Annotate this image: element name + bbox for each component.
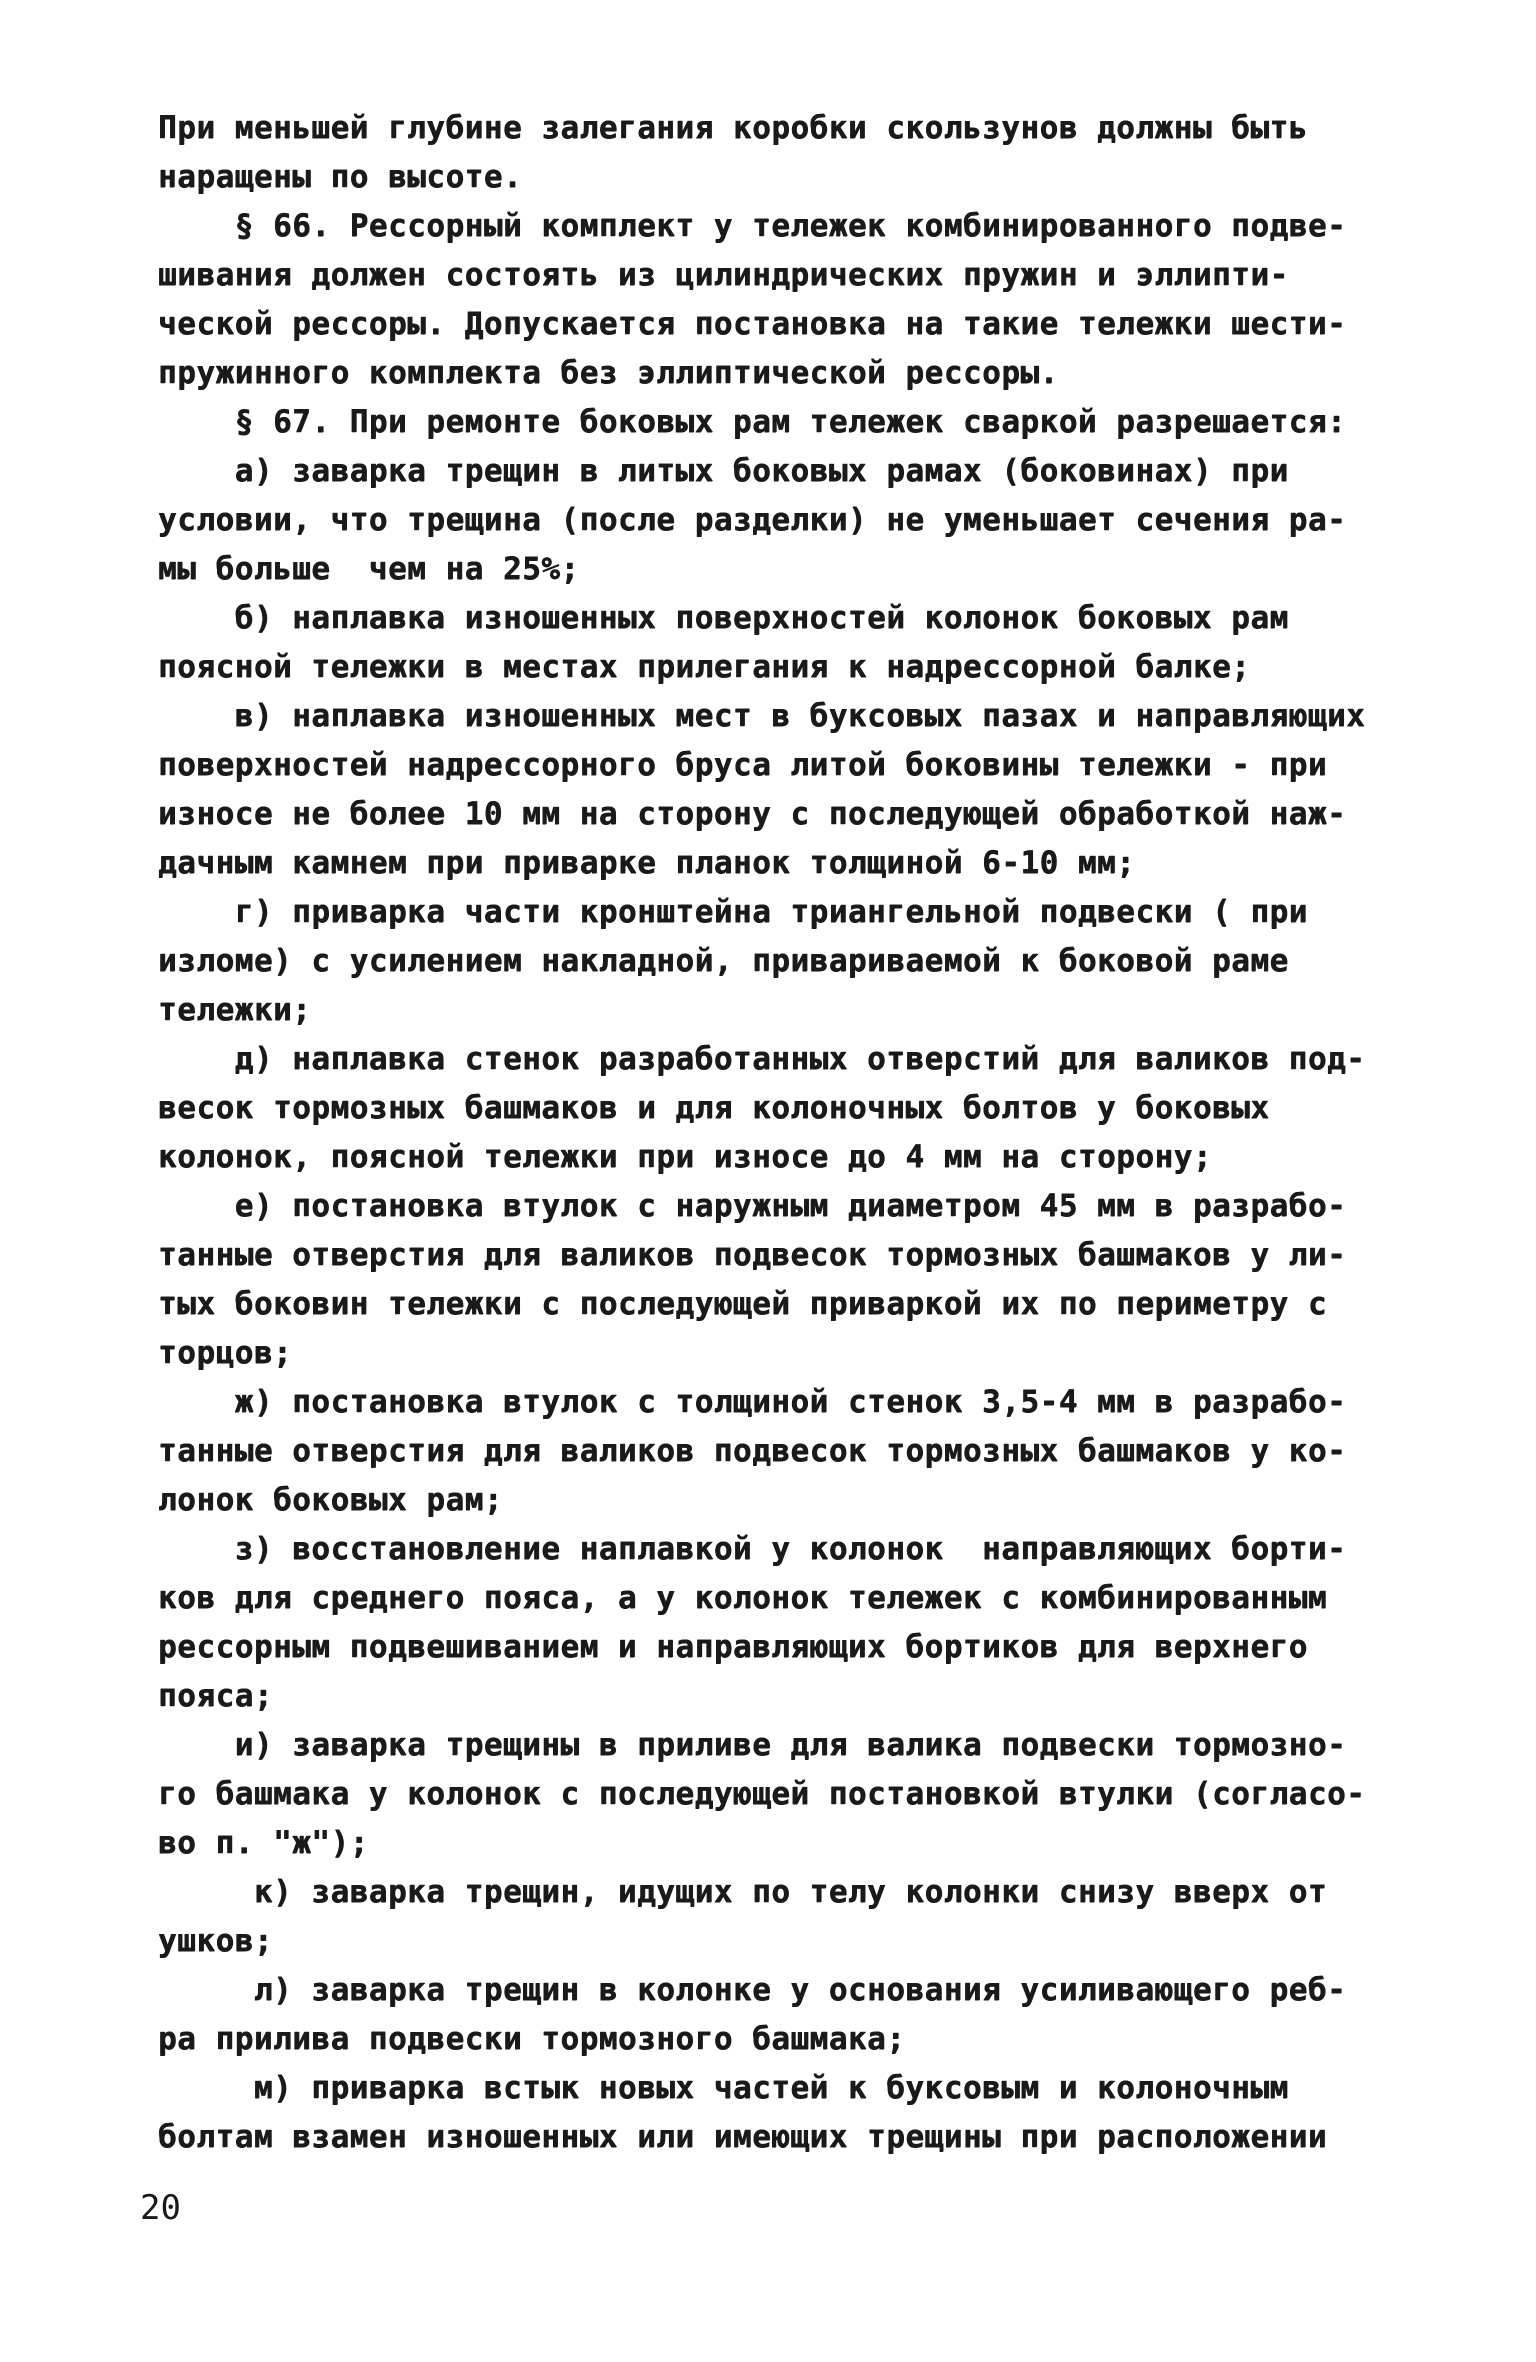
text-line: г) приварка части кронштейна триангельной подвески ( при bbox=[158, 894, 1308, 930]
text-line: д) наплавка стенок разработанных отверстий для валиков под- bbox=[158, 1041, 1366, 1077]
text-line: износе не более 10 мм на сторону с последующей обработкой наж- bbox=[158, 796, 1347, 832]
text-line: м) приварка встык новых частей к буксовым и колоночным bbox=[158, 2070, 1289, 2106]
text-line: л) заварка трещин в колонке у основания усиливающего реб- bbox=[158, 1972, 1347, 2008]
text-line: шивания должен состоять из цилиндрических пружин и эллипти- bbox=[158, 257, 1289, 293]
text-line: болтам взамен изношенных или имеющих трещины при расположении bbox=[158, 2119, 1327, 2155]
text-line: ческой рессоры. Допускается постановка на такие тележки шести- bbox=[158, 306, 1347, 342]
text-line: к) заварка трещин, идущих по телу колонки снизу вверх от bbox=[158, 1874, 1327, 1910]
text-line: рессорным подвешиванием и направляющих бортиков для верхнего bbox=[158, 1629, 1308, 1665]
text-line: ушков; bbox=[158, 1923, 273, 1959]
text-line: в) наплавка изношенных мест в буксовых пазах и направляющих bbox=[158, 698, 1366, 734]
text-line: § 67. При ремонте боковых рам тележек сваркой разрешается: bbox=[158, 404, 1347, 440]
text-line: тележки; bbox=[158, 992, 312, 1028]
text-line: го башмака у колонок с последующей постановкой втулки (согласо- bbox=[158, 1776, 1366, 1812]
text-line: наращены по высоте. bbox=[158, 159, 523, 195]
page-number: 20 bbox=[140, 2188, 181, 2228]
text-line: лонок боковых рам; bbox=[158, 1482, 503, 1518]
text-line: условии, что трещина (после разделки) не уменьшает сечения ра- bbox=[158, 502, 1347, 538]
text-line: ж) постановка втулок с толщиной стенок 3,5-4 мм в разрабо- bbox=[158, 1384, 1347, 1420]
body-text bbox=[158, 104, 1398, 2162]
text-line: изломе) с усилением накладной, привариваемой к боковой раме bbox=[158, 943, 1289, 979]
text-line: тых боковин тележки с последующей приваркой их по периметру с bbox=[158, 1286, 1327, 1322]
text-line: мы больше чем на 25%; bbox=[158, 551, 580, 587]
text-line: ра прилива подвески тормозного башмака; bbox=[158, 2021, 906, 2057]
text-line: а) заварка трещин в литых боковых рамах (боковинах) при bbox=[158, 453, 1289, 489]
text-line: При меньшей глубине залегания коробки скользунов должны быть bbox=[158, 110, 1308, 146]
text-line: весок тормозных башмаков и для колоночных болтов у боковых bbox=[158, 1090, 1270, 1126]
text-line: поверхностей надрессорного бруса литой боковины тележки - при bbox=[158, 747, 1327, 783]
text-line: пояса; bbox=[158, 1678, 273, 1714]
text-line: поясной тележки в местах прилегания к надрессорной балке; bbox=[158, 649, 1251, 685]
text-line: и) заварка трещины в приливе для валика подвески тормозно- bbox=[158, 1727, 1347, 1763]
text-line: § 66. Рессорный комплект у тележек комбинированного подве- bbox=[158, 208, 1347, 244]
text-line: дачным камнем при приварке планок толщиной 6-10 мм; bbox=[158, 845, 1136, 881]
text-line: торцов; bbox=[158, 1335, 293, 1371]
text-line: во п. "ж"); bbox=[158, 1825, 369, 1861]
text-line: пружинного комплекта без эллиптической рессоры. bbox=[158, 355, 1059, 391]
text-line: е) постановка втулок с наружным диаметром 45 мм в разрабо- bbox=[158, 1188, 1347, 1224]
text-line: б) наплавка изношенных поверхностей колонок боковых рам bbox=[158, 600, 1289, 636]
text-line: з) восстановление наплавкой у колонок направляющих борти- bbox=[158, 1531, 1347, 1567]
text-line: танные отверстия для валиков подвесок тормозных башмаков у ко- bbox=[158, 1433, 1347, 1469]
text-line: колонок, поясной тележки при износе до 4 мм на сторону; bbox=[158, 1139, 1212, 1175]
text-line: ков для среднего пояса, а у колонок тележек с комбинированным bbox=[158, 1580, 1327, 1616]
text-line: танные отверстия для валиков подвесок тормозных башмаков у ли- bbox=[158, 1237, 1347, 1273]
